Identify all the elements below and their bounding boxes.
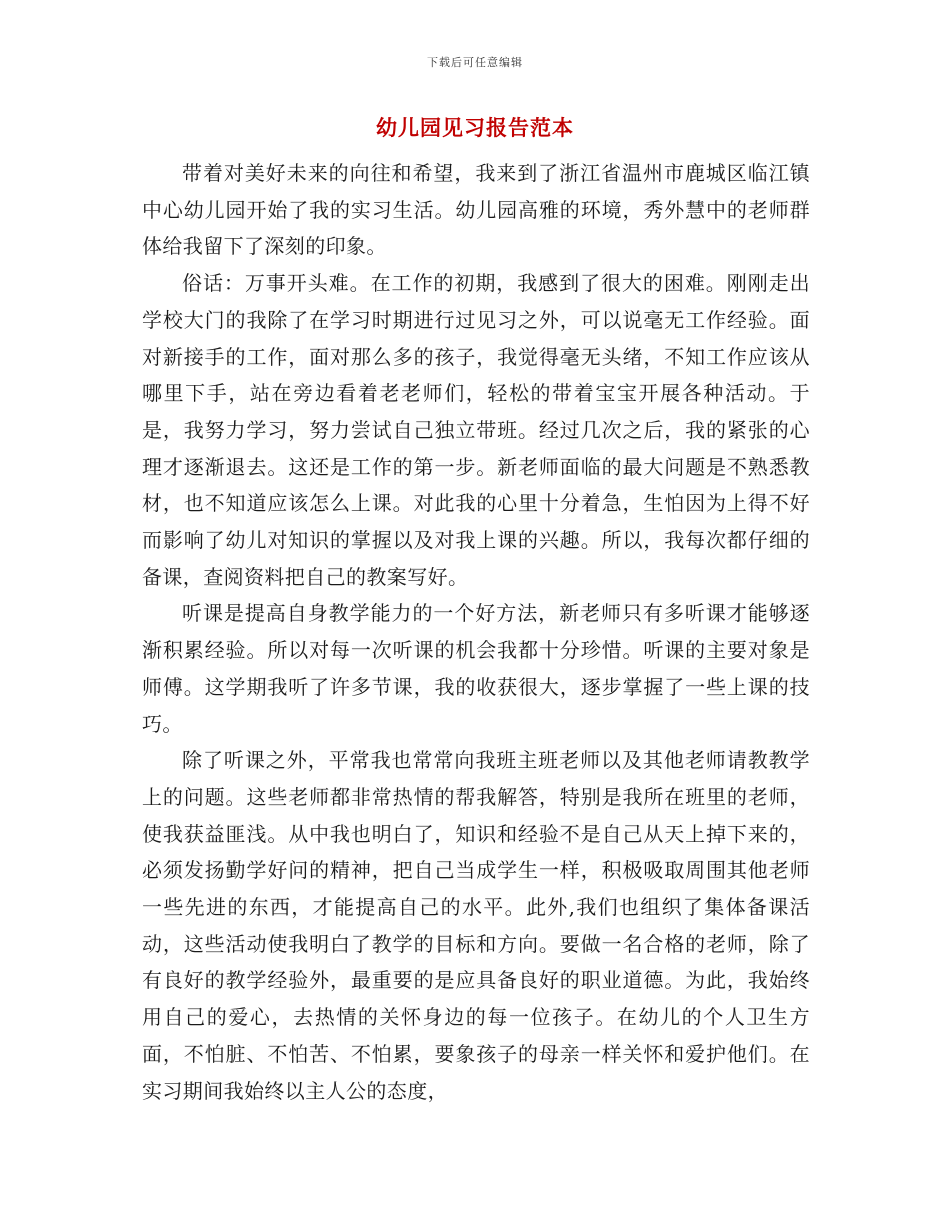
- paragraph-1: 带着对美好未来的向往和希望，我来到了浙江省温州市鹿城区临江镇中心幼儿园开始了我的实习生活。幼儿园高雅的环境，秀外慧中的老师群体给我留下了深刻的印象。: [142, 161, 810, 259]
- paragraph-2: 俗话：万事开头难。在工作的初期，我感到了很大的困难。刚刚走出学校大门的我除了在学习时期进行过见习之外，可以说毫无工作经验。面对新接手的工作，面对那么多的孩子，我觉得毫无头绪，不知工作应该从哪里下手，站在旁边看着老老师们，轻松的带着宝宝开展各种活动。于是，我努力学习，努力尝试自己独立带班。经过几次之后，我的紧张的心理才逐渐退去。这还是工作的第一步。新老师面临的最大问题是不熟悉教材，也不知道应该怎么上课。对此我的心里十分着急，生怕因为上得不好而影响了幼儿对知识的掌握以及对我上课的兴趣。所以，我每次都仔细的备课，查阅资料把自己的教案写好。: [142, 271, 810, 589]
- document-title: 幼儿园见习报告范本: [376, 115, 574, 140]
- paragraph-3: 听课是提高自身教学能力的一个好方法，新老师只有多听课才能够逐渐积累经验。所以对每一次听课的机会我都十分珍惜。听课的主要对象是师傅。这学期我听了许多节课，我的收获很大，逐步掌握了一些上课的技巧。: [142, 601, 810, 736]
- header-note: 下载后可任意编辑: [427, 56, 523, 69]
- paragraph-4: 除了听课之外，平常我也常常向我班主班老师以及其他老师请教教学上的问题。这些老师都非常热情的帮我解答，特别是我所在班里的老师，使我获益匪浅。从中我也明白了，知识和经验不是自己从天上掉下来的，必须发扬勤学好问的精神，把自己当成学生一样，积极吸取周围其他老师一些先进的东西，才能提高自己的水平。此外,我们也组织了集体备课活动，这些活动使我明白了教学的目标和方向。要做一名合格的老师，除了有良好的教学经验外，最重要的是应具备良好的职业道德。为此，我始终用自己的爱心，去热情的关怀身边的每一位孩子。在幼儿的个人卫生方面，不怕脏、不怕苦、不怕累，要象孩子的母亲一样关怀和爱护他们。在实习期间我始终以主人公的态度，: [142, 748, 810, 1103]
- document-body: [142, 155, 810, 1109]
